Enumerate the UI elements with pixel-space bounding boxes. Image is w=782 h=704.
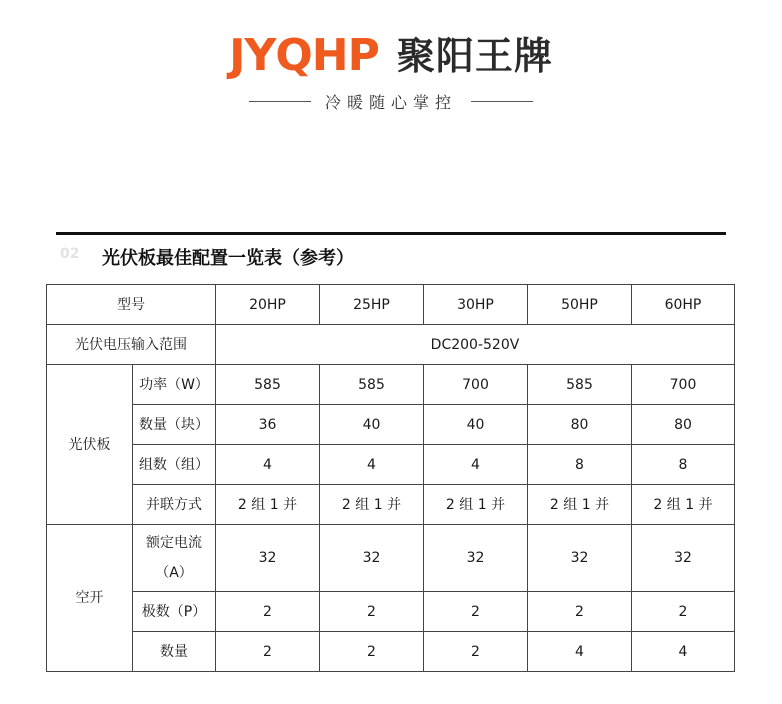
table-cell: 32: [632, 525, 735, 592]
slogan-right-line: [471, 101, 533, 102]
table-cell: 2: [320, 632, 424, 672]
table-row-voltage: [47, 325, 735, 365]
table-cell: 40: [424, 405, 528, 445]
table-cell: 2: [528, 592, 632, 632]
table-cell: 700: [632, 365, 735, 405]
slogan-row: [0, 88, 782, 114]
table-cell: 8: [632, 445, 735, 485]
table-row-model: [47, 285, 735, 325]
table-row-pv-groups: [47, 445, 735, 485]
voltage-value: DC200-520V: [216, 325, 735, 365]
table-cell: 2 组 1 并: [424, 485, 528, 525]
table-cell: 4: [216, 445, 320, 485]
row-label: [133, 525, 216, 592]
model-cell: 20HP: [216, 285, 320, 325]
row-label: 并联方式: [133, 485, 216, 525]
table-row-pv-parallel: [47, 485, 735, 525]
pv-config-table: [46, 284, 735, 672]
table-cell: 4: [528, 632, 632, 672]
table-cell: 4: [320, 445, 424, 485]
table-cell: 2: [424, 632, 528, 672]
table-cell: 2 组 1 并: [528, 485, 632, 525]
table-row-breaker-poles: [47, 592, 735, 632]
table-cell: 2: [320, 592, 424, 632]
table-cell: 585: [528, 365, 632, 405]
breaker-group-label: 空开: [47, 525, 133, 672]
table-cell: 2: [632, 592, 735, 632]
row-label: 数量（块）: [133, 405, 216, 445]
model-cell: 25HP: [320, 285, 424, 325]
table-cell: 32: [320, 525, 424, 592]
table-cell: 4: [424, 445, 528, 485]
row-label: 功率（W）: [133, 365, 216, 405]
slogan-left-line: [249, 101, 311, 102]
table-cell: 2 组 1 并: [320, 485, 424, 525]
row-label-line: 额定电流: [146, 535, 202, 551]
table-row-breaker-count: [47, 632, 735, 672]
pv-group-label: 光伏板: [47, 365, 133, 525]
section-number: 02: [60, 246, 80, 262]
table-cell: 2: [216, 592, 320, 632]
table-row-pv-count: [47, 405, 735, 445]
section-divider: [56, 232, 726, 235]
table-cell: 585: [320, 365, 424, 405]
row-label: 极数（P）: [133, 592, 216, 632]
model-cell: 50HP: [528, 285, 632, 325]
row-label-line: （A）: [155, 565, 193, 581]
table-cell: 32: [216, 525, 320, 592]
table-cell: 2: [424, 592, 528, 632]
model-cell: 60HP: [632, 285, 735, 325]
table-cell: 32: [528, 525, 632, 592]
section-title: 光伏板最佳配置一览表（参考）: [102, 248, 354, 269]
table-cell: 80: [528, 405, 632, 445]
model-label: 型号: [47, 285, 216, 325]
table-cell: 8: [528, 445, 632, 485]
table-cell: 40: [320, 405, 424, 445]
model-cell: 30HP: [424, 285, 528, 325]
voltage-label: 光伏电压输入范围: [47, 325, 216, 365]
table-cell: 700: [424, 365, 528, 405]
table-cell: 2 组 1 并: [632, 485, 735, 525]
brand-name-cn: 聚阳王牌: [396, 34, 553, 78]
table-cell: 2 组 1 并: [216, 485, 320, 525]
table-cell: 80: [632, 405, 735, 445]
table-cell: 36: [216, 405, 320, 445]
slogan-text: 冷暖随心掌控: [324, 92, 457, 112]
table-cell: 2: [216, 632, 320, 672]
row-label: 组数（组）: [133, 445, 216, 485]
row-label: 数量: [133, 632, 216, 672]
table-cell: 4: [632, 632, 735, 672]
table-cell: 585: [216, 365, 320, 405]
brand-logo: [0, 30, 782, 82]
table-row-breaker-current: [47, 525, 735, 592]
brand-name-en: JYQHP: [229, 30, 379, 81]
table-cell: 32: [424, 525, 528, 592]
table-row-pv-power: [47, 365, 735, 405]
